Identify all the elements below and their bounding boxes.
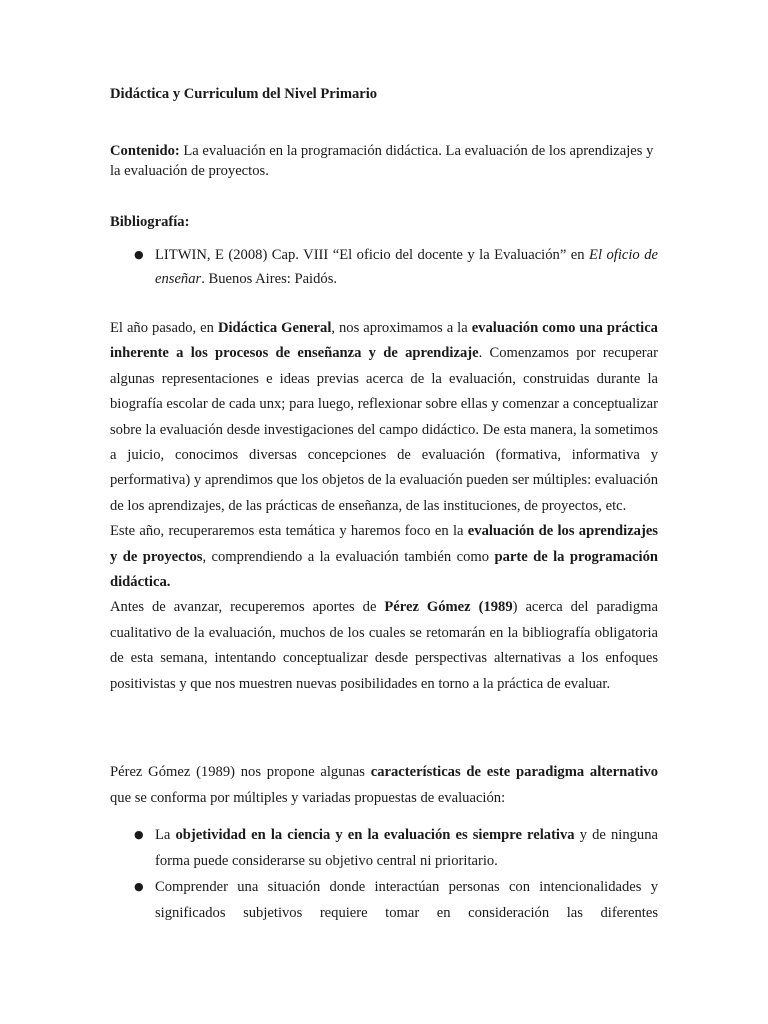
p1-bold-2: evaluación como una práctica inherente a los procesos de enseñanza y de aprendizaje bbox=[110, 320, 658, 362]
p3-bold-1: Pérez Gómez (1989 bbox=[384, 599, 513, 616]
bib-book-title: El oficio de enseñar bbox=[155, 247, 658, 287]
paragraph-1 bbox=[110, 316, 658, 519]
char1-text-1: La bbox=[155, 827, 176, 843]
bibliografia-item bbox=[110, 243, 658, 291]
char1-bold-1: objetividad en la ciencia y en la evaluación es siempre relativa bbox=[175, 827, 575, 843]
characteristic-item bbox=[110, 874, 658, 926]
p2-bold-2: parte de la programación didáctica. bbox=[110, 548, 658, 591]
document-title: Didáctica y Curriculum del Nivel Primario bbox=[110, 86, 378, 102]
bullet-icon: ● bbox=[134, 880, 144, 893]
p4-bold-1: características de este paradigma alternativo bbox=[370, 764, 658, 780]
p1-text-1: El año pasado, en bbox=[110, 320, 218, 336]
paragraph-2 bbox=[110, 519, 658, 595]
paragraph-3 bbox=[110, 595, 658, 697]
p2-text-2: , comprendiendo a la evaluación también como bbox=[202, 548, 495, 565]
contenido-label: Contenido: bbox=[110, 143, 180, 159]
p3-text-1: Antes de avanzar, recuperemos aportes de bbox=[110, 599, 385, 616]
char1-text-2: y de ninguna forma puede considerarse su objetivo central ni prioritario. bbox=[155, 827, 658, 869]
characteristics-list bbox=[110, 822, 658, 926]
p2-text-1: Este año, recuperaremos esta temática y haremos foco en la bbox=[110, 523, 468, 540]
bibliografia-label: Bibliografía: bbox=[110, 214, 190, 230]
bib-text-after: . Buenos Aires: Paidós. bbox=[201, 271, 338, 287]
p1-text-3: . Comenzamos por recuperar algunas representaciones e ideas previas acerca de la evaluación, construidas durante la biografía escolar de cada unx; para luego, reflexionar sobre ellas y comenzar a conceptualizar sobre la evaluación desde investigaciones del campo didáctico. De esta manera, la sometimos a juicio, conocimos diversas concepciones de evaluación (formativa, informativa y performativa) y aprendimos que los objetos de la evaluación pueden ser múltiples: evaluación de los aprendizajes, de las prácticas de enseñanza, de las instituciones, de proyectos, etc. bbox=[110, 345, 658, 514]
contenido-section bbox=[110, 141, 658, 181]
p3-text-2: ) acerca del paradigma cualitativo de la evaluación, muchos de los cuales se retomarán en la bibliografía obligatoria de esta semana, intentando conceptualizar desde perspectivas alternativas a los enfoques positivistas y que nos muestren nuevas posibilidades en torno a la práctica de evaluar. bbox=[110, 599, 658, 692]
bullet-icon: ● bbox=[134, 248, 144, 261]
characteristic-item bbox=[110, 822, 658, 874]
bib-text-before: LITWIN, E (2008) Cap. VIII “El oficio del docente y la Evaluación” en bbox=[155, 247, 590, 263]
p2-bold-1: evaluación de los aprendizajes y de proyectos bbox=[110, 523, 658, 565]
char2-text-1: Comprender una situación donde interactúan personas con intencionalidades y significados subjetivos requiere tomar en consideración las diferentes bbox=[155, 879, 658, 921]
bibliografia-list bbox=[110, 243, 658, 291]
p4-text-2: que se conforma por múltiples y variadas propuestas de evaluación: bbox=[110, 790, 506, 806]
paragraph-4 bbox=[110, 759, 658, 811]
main-body bbox=[110, 316, 658, 697]
p1-bold-1: Didáctica General bbox=[217, 320, 332, 336]
bullet-icon: ● bbox=[134, 828, 144, 841]
p4-text-1: Pérez Gómez (1989) nos propone algunas bbox=[110, 764, 371, 780]
p1-text-2: , nos aproximamos a la bbox=[331, 320, 472, 336]
contenido-text: La evaluación en la programación didáctica. La evaluación de los aprendizajes y la evaluación de proyectos. bbox=[110, 143, 654, 179]
